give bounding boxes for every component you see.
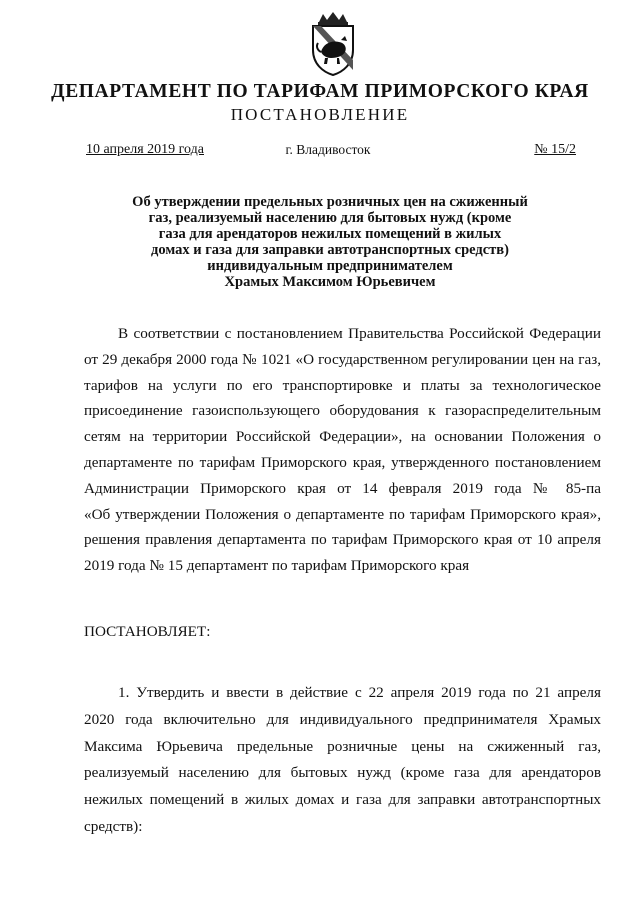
- decree-title: [110, 194, 550, 290]
- item-line: средств):: [84, 817, 143, 835]
- preamble-line: сетям на территории Российской Федерации», на основании Положения о: [84, 428, 601, 446]
- title-line: Об утверждении предельных розничных цен на сжиженный: [132, 194, 528, 210]
- preamble-line: тарифов на услуги по его транспортировке и платы за технологическое: [84, 376, 601, 394]
- preamble-line: от 29 декабря 2000 года № 1021 «О государственном регулировании цен на газ,: [84, 350, 601, 368]
- coat-of-arms-icon: [305, 12, 361, 76]
- resolve-heading: ПОСТАНОВЛЯЕТ:: [84, 623, 211, 640]
- preamble-line: «Об утверждении Положения о департаменте по тарифам Приморского края»,: [84, 505, 601, 523]
- title-line: газа для арендаторов нежилых помещений в жилых: [158, 226, 502, 242]
- preamble-line: Администрации Приморского края от 14 февраля 2019 года № 85-па: [84, 479, 601, 497]
- item-line: нежилых помещений в жилых домах и газа для заправки автотранспортных: [84, 791, 601, 809]
- preamble-line: присоединение газоиспользующего оборудования к газораспределительным: [84, 402, 601, 420]
- decree-date: 10 апреля 2019 года: [86, 142, 204, 157]
- title-line: индивидуальным предпринимателем: [207, 258, 453, 274]
- preamble-line: 2019 года № 15 департамент по тарифам Приморского края: [84, 557, 470, 575]
- title-line: газ, реализуемый населению для бытовых нужд (кроме: [148, 210, 512, 226]
- preamble-line: В соответствии с постановлением Правительства Российской Федерации: [118, 325, 601, 342]
- department-heading: ДЕПАРТАМЕНТ ПО ТАРИФАМ ПРИМОРСКОГО КРАЯ: [51, 81, 589, 102]
- preamble-line: решения правления департамента по тарифам Приморского края от 10 апреля: [84, 531, 601, 549]
- title-line: домах и газа для заправки автотранспортных средств): [151, 242, 509, 258]
- preamble-paragraph: [84, 321, 601, 579]
- item-line: 2020 года включительно для индивидуального предпринимателя Храмых: [84, 710, 601, 728]
- item-line: реализуемый населению для бытовых нужд (кроме газа для арендаторов: [84, 764, 601, 782]
- decree-number: № 15/2: [534, 142, 576, 157]
- item-line: Максима Юрьевича предельные розничные цены на сжиженный газ,: [84, 737, 601, 755]
- document-type: ПОСТАНОВЛЕНИЕ: [230, 105, 410, 124]
- decree-city: г. Владивосток: [285, 142, 371, 157]
- preamble-line: департаменте по тарифам Приморского края, утвержденного постановлением: [84, 453, 601, 471]
- item-1-paragraph: [84, 680, 601, 841]
- item-line: 1. Утвердить и ввести в действие с 22 апреля 2019 года по 21 апреля: [118, 684, 601, 701]
- title-line: Храмых Максимом Юрьевичем: [224, 274, 436, 290]
